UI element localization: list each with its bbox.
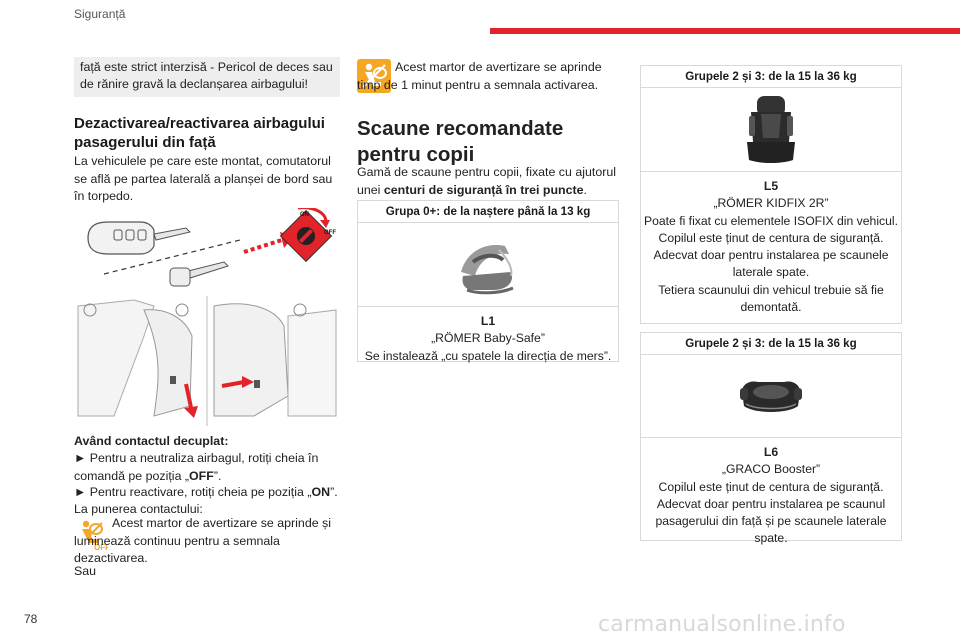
step-neutralize: ► Pentru a neutraliza airbagul, rotiți cheia în comandă pe poziția „OFF”.: [74, 451, 319, 483]
header-accent-bar: [490, 28, 960, 34]
seat-name: „RÖMER Baby-Safe”: [431, 331, 545, 346]
or-text: Sau: [74, 564, 97, 578]
card-header: Grupa 0+: de la naștere până la 13 kg: [358, 201, 618, 223]
seat-description: Se instalează „cu spatele la direcția de mers”.: [364, 348, 612, 363]
card-header: Grupele 2 și 3: de la 15 la 36 kg: [641, 333, 901, 355]
watermark: carmanualsonline.info: [598, 612, 846, 637]
seat-name: „GRACO Booster”: [721, 462, 821, 477]
seat-note-position: Adecvat doar pentru instalarea pe scaunul pasagerului din față și pe scaunele laterale spate.: [655, 496, 887, 546]
section-title: Siguranță: [74, 7, 126, 21]
seat-note-belt: Copilul este ținut de centura de siguranță.: [658, 230, 884, 245]
switch-on-label: ON: [300, 212, 309, 218]
steps-heading: Având contactul decuplat:: [74, 434, 229, 448]
warning-box: față este strict interzisă - Pericol de deces sau de rănire gravă la declanșarea airbagului!: [74, 57, 340, 97]
seat-card-l1: [357, 200, 619, 362]
section-heading-airbag: Dezactivarea/reactivarea airbagului pasagerului din față: [74, 115, 325, 151]
booster-seat-backrest-image: [641, 88, 901, 172]
card-header: Grupele 2 și 3: de la 15 la 36 kg: [641, 66, 901, 88]
svg-text:OFF: OFF: [94, 543, 108, 551]
lamp-off-text: Acest martor de avertizare se aprinde și luminează continuu pentru a semnala dezactivarea.: [74, 516, 331, 565]
child-seats-title: Scaune recomandate pentru copii: [357, 117, 564, 166]
switch-off-label: OFF: [324, 230, 336, 236]
dashboard-figure: [74, 296, 340, 426]
page-number: 78: [24, 612, 38, 626]
seat-code: L1: [480, 314, 496, 328]
ignition-on-text: La punerea contactului:: [74, 502, 203, 516]
seat-card-l6: [640, 332, 902, 546]
seat-note-headrest: Tetiera scaunului din vehicul trebuie să fie demontată.: [658, 282, 884, 315]
key-switch-figure: [74, 208, 340, 296]
seat-note-belt: Copilul este ținut de centura de siguranță.: [658, 479, 884, 494]
seat-note-position: Adecvat doar pentru instalarea pe scaunele laterale spate.: [653, 248, 889, 280]
seat-name: „RÖMER KIDFIX 2R”: [713, 196, 829, 211]
seat-note-isofix: Poate fi fixat cu elementele ISOFIX din vehicul.: [643, 213, 899, 228]
seat-card-l5: [640, 65, 902, 324]
seat-range-text: Gamă de scaune pentru copii, fixate cu ajutorul unei centuri de siguranță în trei puncte.: [357, 165, 616, 197]
switch-location-text: La vehiculele pe care este montat, comutatorul se află pe partea laterală a planșei de bord sau în torpedo.: [74, 154, 333, 203]
lamp-on-text: Acest martor de avertizare se aprinde timp de 1 minut pentru a semnala activarea.: [357, 60, 602, 92]
seat-code: L5: [763, 179, 779, 193]
booster-cushion-image: [641, 355, 901, 438]
baby-seat-image: [358, 223, 618, 307]
seat-code: L6: [763, 445, 779, 459]
step-reactivate: ► Pentru reactivare, rotiți cheia pe poziția „ON”.: [74, 485, 338, 499]
